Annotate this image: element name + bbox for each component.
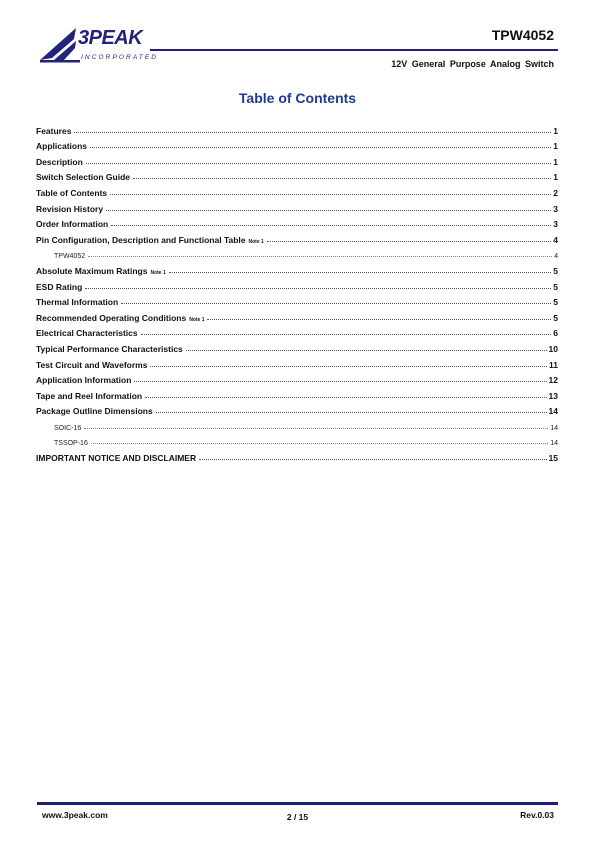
- toc-entry-page: 2: [553, 187, 558, 198]
- toc-dot-leader: [121, 302, 551, 304]
- toc-entry-page: 14: [550, 440, 558, 448]
- toc-dot-leader: [106, 209, 551, 211]
- toc-entry-label: Features: [36, 125, 72, 136]
- toc-dot-leader: [133, 177, 551, 179]
- toc-entry-label: SOIC-16: [54, 424, 82, 432]
- toc-dot-leader: [74, 131, 551, 133]
- toc-entry-label: IMPORTANT NOTICE AND DISCLAIMER: [36, 453, 197, 464]
- toc-dot-leader: [91, 442, 548, 444]
- toc-dot-leader: [134, 380, 546, 382]
- toc-entry-label: TPW4052: [54, 253, 86, 261]
- footer-website[interactable]: www.3peak.com: [42, 810, 108, 820]
- toc-entry-label: Test Circuit and Waveforms: [36, 359, 148, 370]
- toc-entry-label: Package Outline Dimensions: [36, 406, 153, 417]
- toc-entry[interactable]: [36, 167, 558, 183]
- toc-entry-page: 1: [553, 125, 558, 136]
- toc-dot-leader: [156, 411, 547, 413]
- toc-subentry[interactable]: [36, 416, 558, 432]
- toc-entry-label: TSSOP-16: [54, 440, 88, 448]
- toc-entry[interactable]: [36, 354, 558, 370]
- toc-entry-page: 12: [548, 375, 558, 386]
- toc-entry-page: 3: [553, 203, 558, 214]
- toc-entry-label: Revision History: [36, 203, 104, 214]
- toc-entry-page: 4: [554, 253, 558, 261]
- toc-dot-leader: [88, 255, 552, 257]
- toc-dot-leader: [84, 427, 548, 429]
- toc-entry[interactable]: [36, 182, 558, 198]
- toc-entry-page: 5: [553, 297, 558, 308]
- toc-entry-label: Tape and Reel Information: [36, 390, 143, 401]
- toc-entry-note: Note 1: [150, 269, 166, 276]
- toc-dot-leader: [169, 271, 552, 273]
- toc-entry[interactable]: [36, 214, 558, 230]
- toc-entry-note: Note 1: [189, 316, 205, 323]
- toc-entry[interactable]: [36, 385, 558, 401]
- toc-subentry[interactable]: [36, 245, 558, 261]
- toc-entry[interactable]: [36, 370, 558, 386]
- toc-entry-label: Electrical Characteristics: [36, 328, 138, 339]
- toc-entry-page: 1: [553, 156, 558, 167]
- toc-entry-label: Order Information: [36, 219, 109, 230]
- toc-entry-label: Applications: [36, 141, 88, 152]
- toc-entry[interactable]: [36, 136, 558, 152]
- toc-entry-label: Recommended Operating Conditions: [36, 312, 187, 323]
- document-subtitle: 12V General Purpose Analog Switch: [391, 59, 554, 69]
- toc-entry-page: 10: [548, 343, 558, 354]
- toc-dot-leader: [207, 318, 551, 320]
- page-header: [0, 0, 595, 80]
- toc-dot-leader: [90, 146, 551, 148]
- toc-entry-label: Absolute Maximum Ratings: [36, 265, 148, 276]
- toc-entry-note: Note 1: [248, 238, 264, 245]
- toc-entry-label: Pin Configuration, Description and Functional Table: [36, 234, 246, 245]
- toc-entry[interactable]: [36, 447, 558, 463]
- toc-entry-label: Table of Contents: [36, 187, 108, 198]
- toc-entry[interactable]: [36, 229, 558, 245]
- toc-entry-label: Thermal Information: [36, 297, 119, 308]
- table-of-contents: [36, 120, 558, 463]
- toc-entry-page: 1: [553, 172, 558, 183]
- toc-entry[interactable]: [36, 120, 558, 136]
- toc-dot-leader: [267, 240, 551, 242]
- document-id: TPW4052: [491, 27, 554, 43]
- toc-dot-leader: [141, 333, 552, 335]
- toc-entry-label: Description: [36, 156, 83, 167]
- logo-subtext: INCORPORATED: [81, 54, 159, 61]
- toc-dot-leader: [111, 224, 551, 226]
- toc-entry-page: 3: [553, 219, 558, 230]
- toc-dot-leader: [85, 287, 551, 289]
- toc-entry-page: 14: [548, 406, 558, 417]
- toc-entry-page: 15: [548, 453, 558, 464]
- toc-dot-leader: [199, 458, 546, 460]
- toc-dot-leader: [86, 162, 552, 164]
- toc-entry-page: 4: [553, 234, 558, 245]
- toc-entry-label: Switch Selection Guide: [36, 172, 130, 183]
- toc-entry-page: 5: [553, 312, 558, 323]
- header-rule: [150, 49, 558, 51]
- toc-entry-page: 5: [553, 265, 558, 276]
- toc-entry-page: 1: [553, 141, 558, 152]
- footer-page-indicator: 2 / 15: [286, 812, 309, 822]
- toc-title: Table of Contents: [238, 90, 357, 106]
- toc-dot-leader: [150, 365, 547, 367]
- toc-entry[interactable]: [36, 276, 558, 292]
- toc-entry[interactable]: [36, 307, 558, 323]
- toc-entry[interactable]: [36, 292, 558, 308]
- toc-entry[interactable]: [36, 260, 558, 276]
- toc-entry[interactable]: [36, 198, 558, 214]
- toc-entry[interactable]: [36, 151, 558, 167]
- toc-entry[interactable]: [36, 323, 558, 339]
- toc-entry-page: 14: [550, 424, 558, 432]
- toc-entry-page: 11: [549, 359, 558, 370]
- footer-revision: Rev.0.03: [520, 810, 554, 820]
- footer-rule: [37, 802, 558, 805]
- toc-entry-label: Typical Performance Characteristics: [36, 343, 183, 354]
- toc-dot-leader: [186, 349, 547, 351]
- toc-entry-page: 6: [553, 328, 558, 339]
- toc-subentry[interactable]: [36, 432, 558, 448]
- logo-wordmark: 3PEAK: [78, 27, 143, 49]
- toc-entry[interactable]: [36, 338, 558, 354]
- toc-dot-leader: [110, 193, 551, 195]
- toc-entry-page: 13: [548, 390, 558, 401]
- toc-entry-page: 5: [553, 281, 558, 292]
- toc-entry[interactable]: [36, 401, 558, 417]
- toc-entry-label: ESD Rating: [36, 281, 83, 292]
- toc-entry-label: Application Information: [36, 375, 132, 386]
- toc-dot-leader: [145, 396, 546, 398]
